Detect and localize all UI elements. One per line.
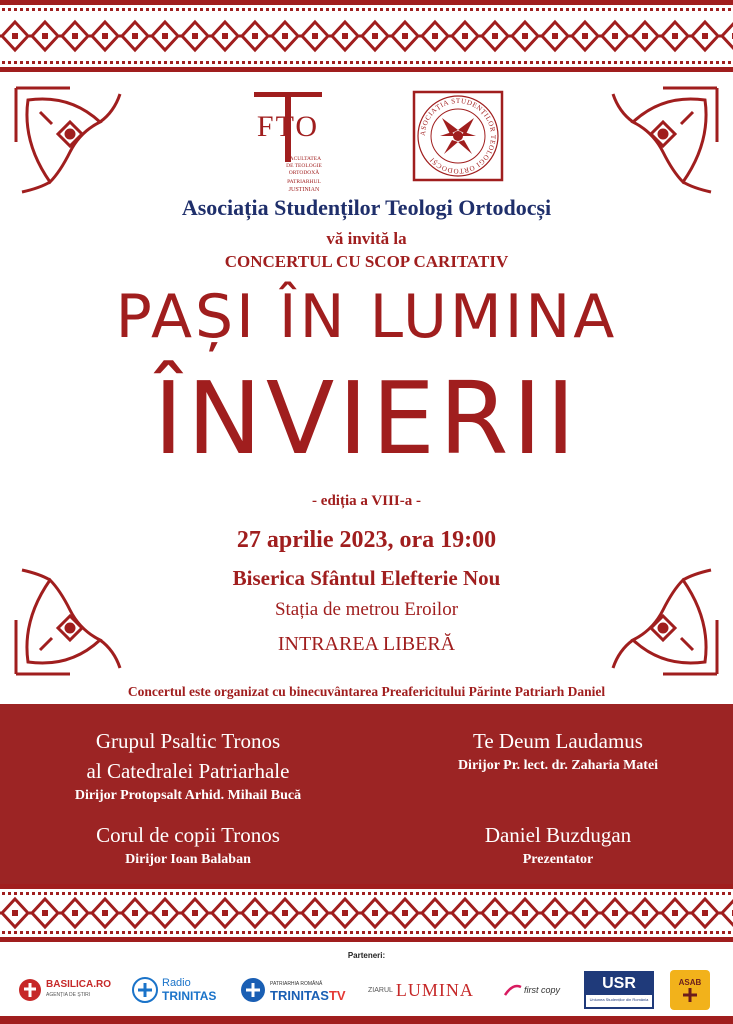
partner-radio-trinitas [132,965,232,1015]
partner-basilica [18,965,126,1015]
asab-cross-icon [682,987,698,1003]
partners-label: Parteneri: [347,951,386,960]
corner-ornament-top-right [603,82,723,202]
metro-station: Stația de metrou Eroilor [274,599,459,620]
basilica-name: BASILICA.RO [46,979,111,990]
performer-psaltic-group [28,726,348,806]
event-venue: Biserica Sfântul Elefterie Nou [232,566,501,590]
fto-caption-line: PATRIARHUL [287,179,321,185]
performer-presenter [408,820,708,870]
basilica-tag: AGENȚIA DE ȘTIRI [46,992,91,998]
corner-ornament-top-left [10,82,130,202]
performer-role: Dirijor Ioan Balaban [125,852,251,867]
performer-name: Daniel Buzdugan [484,823,632,847]
performer-name: Grupul Psaltic Tronos [95,729,281,753]
performers-panel [0,704,733,884]
partner-trinitas-tv [240,965,360,1015]
asab-name: ASAB [678,977,702,987]
fto-logo [248,88,328,198]
performer-role: Prezentator [522,852,594,867]
partner-ziarul-lumina [368,965,492,1015]
partner-usr [584,965,656,1015]
first-copy-name: first copy [524,985,561,995]
association-name: Asociația Studenților Teologi Ortodocși [181,195,552,220]
event-datetime: 27 aprilie 2023, ora 19:00 [236,527,497,553]
blessing-note: Concertul este organizat cu binecuvântarea Preafericitului Părinte Patriarh Daniel [127,684,606,699]
basilica-cross-icon [18,978,42,1002]
performer-name: Corul de copii Tronos [96,823,280,847]
usr-name: USR [586,973,652,995]
title-line-2: ÎNVIERII [153,360,580,477]
footer-strip [0,1016,733,1024]
radio-trinitas-cross-icon [132,977,158,1003]
performer-children-choir [28,820,348,870]
asto-logo [412,90,504,182]
top-ornament-band [0,0,733,72]
seraph-icon [440,118,476,154]
partner-first-copy [504,965,576,1015]
fto-caption-line: JUSTINIAN [288,187,320,193]
fto-caption-line: FACULTATEA [286,156,322,162]
ziarul-lumina-name: LUMINA [395,979,474,1000]
radio-trinitas-line1: Radio [162,977,191,989]
performer-te-deum [408,726,708,776]
partners-row [0,965,733,1015]
fto-caption-line: ORTODOXĂ [288,170,320,176]
performer-name: Te Deum Laudamus [473,729,643,753]
radio-trinitas-line2: TRINITAS [162,989,217,1003]
usr-tag: Uniunea Studenților din România [589,997,649,1002]
title-line-1: PAȘI ÎN LUMINA [115,282,618,352]
asto-ring-text: ASOCIAȚIA STUDENȚILOR TEOLOGI ORTODOCȘI [418,96,498,176]
ziarul-prefix: ZIARUL [368,986,393,994]
trinitas-tv-name: TRINITAS [270,988,329,1003]
trinitas-tv-top: PATRIARHIA ROMÂNĂ [270,981,323,987]
invite-text: vă invită la [326,229,407,248]
performer-name-continued: al Catedralei Patriarhale [86,759,290,783]
trinitas-tv-suffix: TV [328,988,346,1003]
first-copy-swoosh-icon [504,983,522,997]
partner-asab [670,965,714,1015]
fto-mark: FTO [256,110,320,143]
free-entry: INTRAREA LIBERĂ [277,633,456,655]
trinitas-tv-cross-icon [240,977,266,1003]
concert-type: CONCERTUL CU SCOP CARITATIV [224,252,509,271]
performer-role: Dirijor Pr. lect. dr. Zaharia Matei [457,758,659,773]
fto-caption-line: DE TEOLOGIE [286,163,322,169]
edition-label: - ediția a VIII-a - [312,493,421,509]
bottom-ornament-band [0,884,733,942]
performer-role: Dirijor Protopsalt Arhid. Mihail Bucă [74,788,302,803]
